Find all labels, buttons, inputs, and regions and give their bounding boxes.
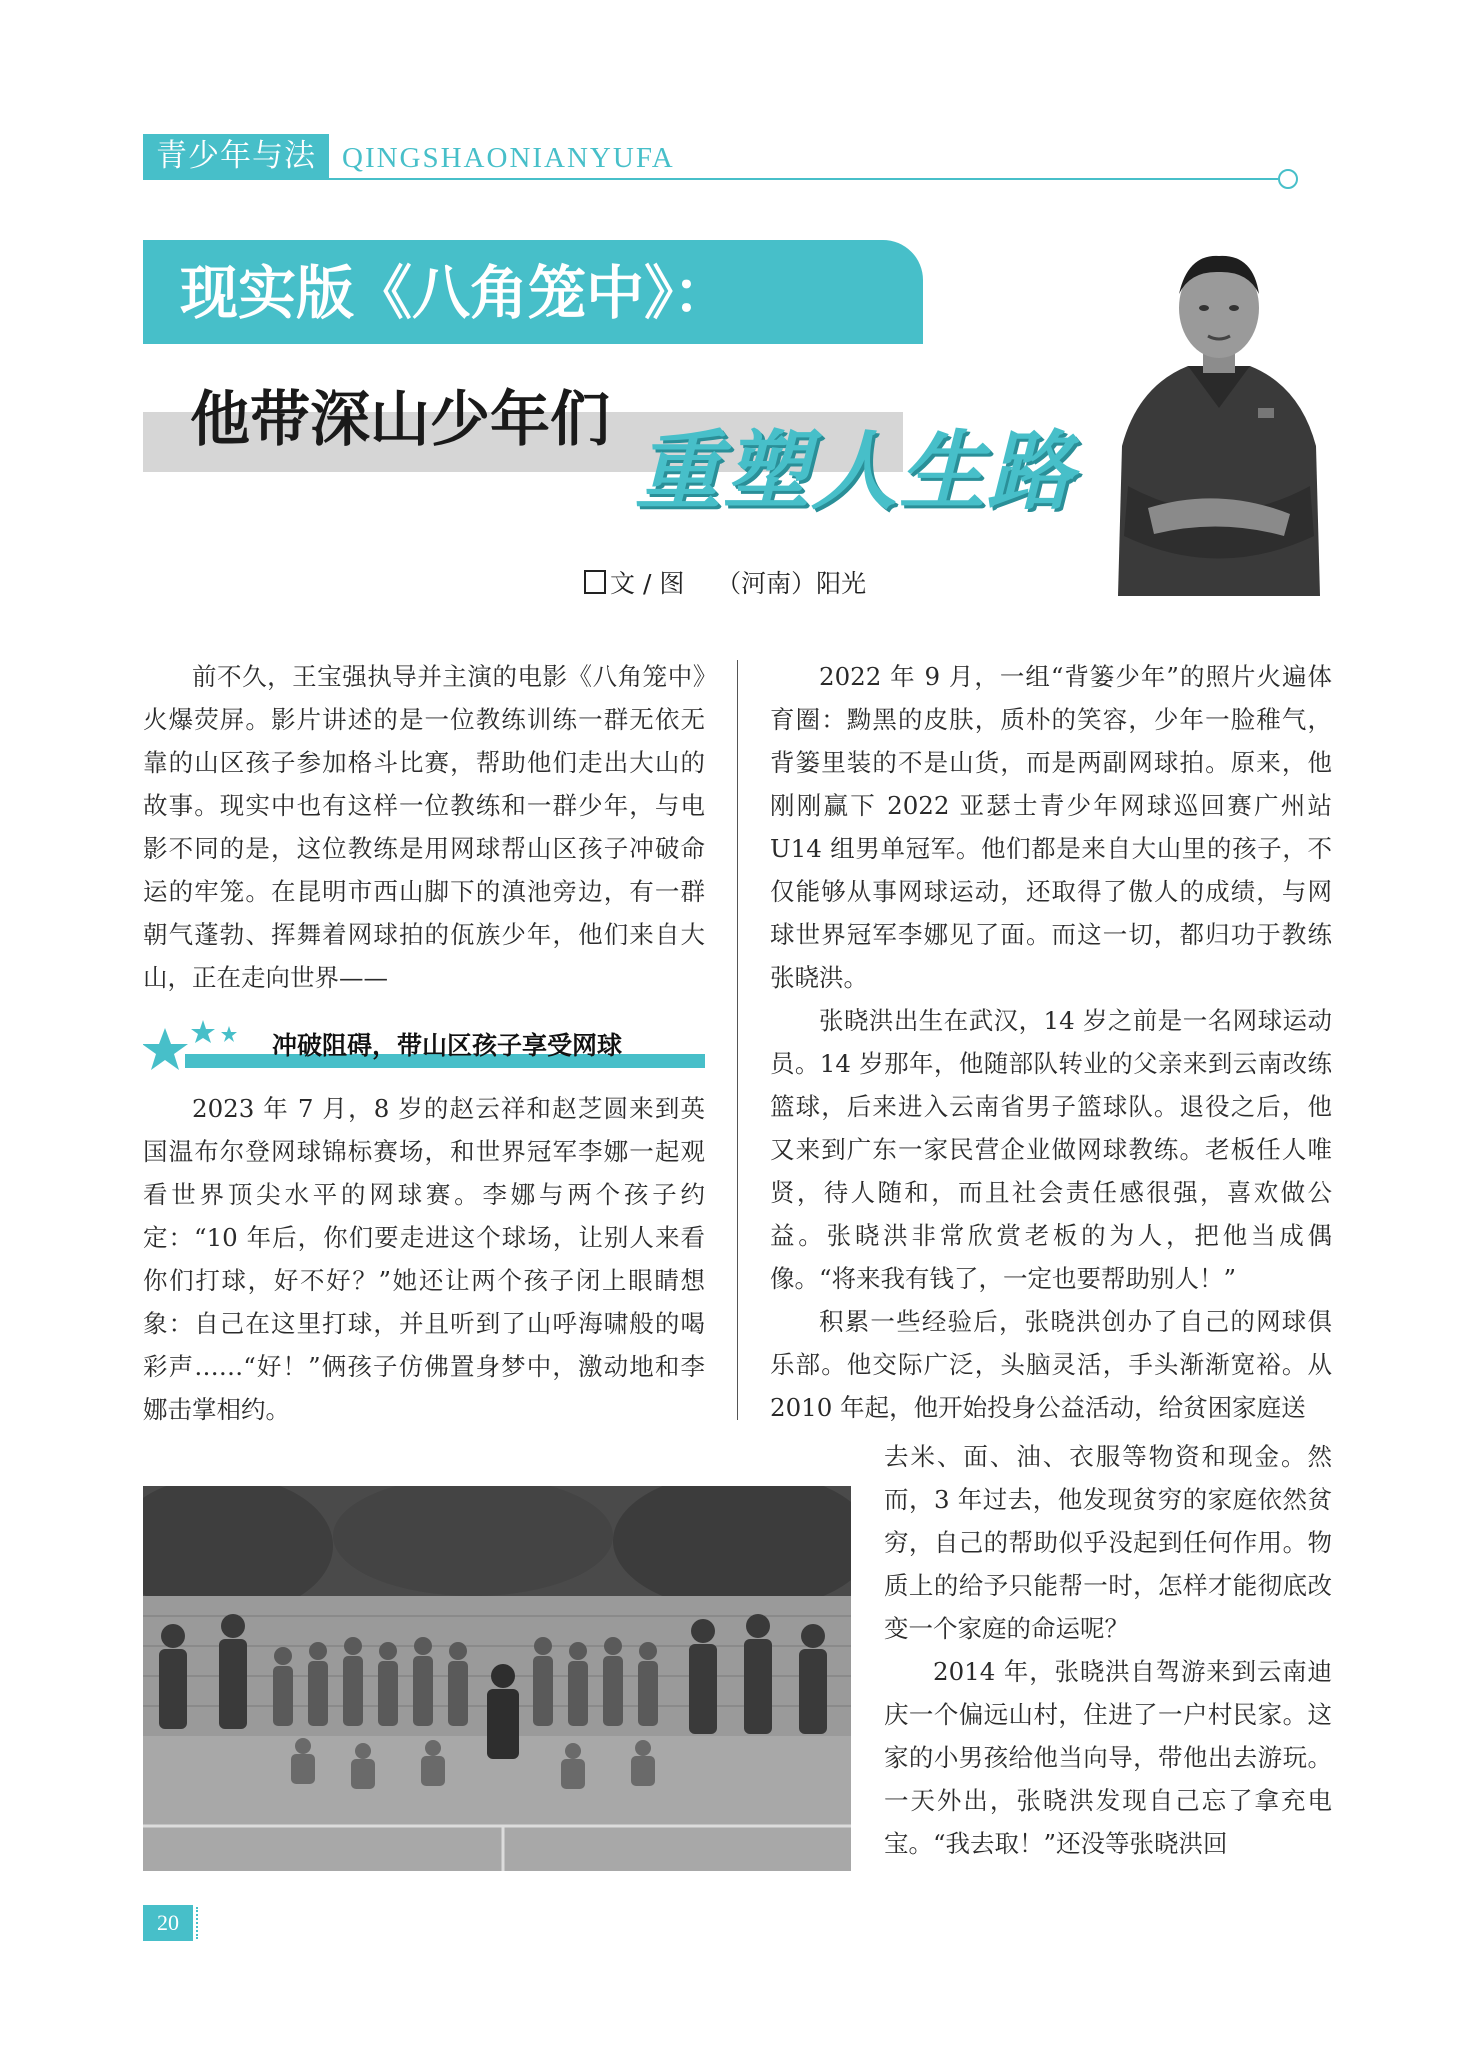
- section-pinyin: QINGSHAONIANYUFA: [342, 142, 675, 174]
- adult-figure: [219, 1614, 247, 1729]
- child-figure: [273, 1647, 293, 1726]
- paragraph: 积累一些经验后，张晓洪创办了自己的网球俱乐部。他交际广泛，头脑灵活，手头渐渐宽裕。从 2010 年起，他开始投身公益活动，给贫困家庭送: [770, 1307, 1332, 1422]
- child-figure: [568, 1642, 588, 1726]
- star-icon: [191, 1020, 215, 1043]
- title-main: 现实版《八角笼中》：: [180, 259, 732, 327]
- adult-figure: [689, 1619, 717, 1734]
- paragraph: 2023 年 7 月，8 岁的赵云祥和赵芝圆来到英国温布尔登网球锦标赛场，和世界冠军李娜一起观看世界顶尖水平的网球赛。李娜与两个孩子约定：“10 年后，你们要走进这个球场，让别人来看你们打球，好不好？”她还让两个孩子闭上眼睛想象：自己在这里打球，并且听到了山呼海啸般的喝彩声……“好！”俩孩子仿佛置身梦中，激动地和李娜击掌相约。: [143, 1094, 705, 1424]
- paragraph: 2014 年，张晓洪自驾游来到云南迪庆一个偏远山村，住进了一户村民家。这家的小男孩给他当向导，带他出去游玩。一天外出，张晓洪发现自己忘了拿充电宝。“我去取！”还没等张晓洪回: [884, 1657, 1332, 1858]
- child-figure: [638, 1642, 658, 1726]
- group-photo: [143, 1486, 851, 1871]
- coach-portrait: [1108, 236, 1330, 596]
- child-figure: [533, 1637, 553, 1726]
- column-divider: [737, 660, 738, 1420]
- byline-box-icon: [584, 570, 606, 594]
- page-number: 20: [143, 1905, 193, 1941]
- star-icon: [143, 1028, 188, 1070]
- child-figure: [413, 1637, 433, 1726]
- header-rule: [143, 178, 1278, 180]
- child-figure: [603, 1637, 623, 1726]
- body-left-column-2: [143, 1087, 705, 1431]
- adult-figure: [799, 1624, 827, 1734]
- section-tag: 青少年与法: [143, 134, 329, 178]
- body-left-column: [143, 655, 705, 999]
- paragraph-continued: 去米、面、油、衣服等物资和现金。然而，3 年过去，他发现贫穷的家庭依然贫穷，自己的帮助似乎没起到任何作用。物质上的给予只能帮一时，怎样才能彻底改变一个家庭的命运呢？: [884, 1442, 1332, 1643]
- coach-figure: [487, 1664, 519, 1759]
- adult-figure: [159, 1624, 187, 1729]
- paragraph: 前不久，王宝强执导并主演的电影《八角笼中》火爆荧屏。影片讲述的是一位教练训练一群无依无靠的山区孩子参加格斗比赛，帮助他们走出大山的故事。现实中也有这样一位教练和一群少年，与电影不同的是，这位教练是用网球帮山区孩子冲破命运的牢笼。在昆明市西山脚下的滇池旁边，有一群朝气蓬勃、挥舞着网球拍的佤族少年，他们来自大山，正在走向世界——: [143, 662, 705, 992]
- title-highlight: 重塑人生路: [635, 422, 1075, 522]
- star-icon: [221, 1026, 237, 1042]
- paragraph: 张晓洪出生在武汉，14 岁之前是一名网球运动员。14 岁那年，他随部队转业的父亲来到云南改练篮球，后来进入云南省男子篮球队。退役之后，他又来到广东一家民营企业做网球教练。老板任人唯贤，待人随和，而且社会责任感很强，喜欢做公益。张晓洪非常欣赏老板的为人，把他当成偶像。“将来我有钱了，一定也要帮助别人！”: [770, 1006, 1332, 1293]
- byline-label: 文 / 图: [610, 569, 685, 598]
- byline: [584, 564, 866, 600]
- byline-author: （河南）阳光: [716, 569, 867, 598]
- paragraph: 2022 年 9 月，一组“背篓少年”的照片火遍体育圈：黝黑的皮肤，质朴的笑容，少年一脸稚气，背篓里装的不是山货，而是两副网球拍。原来，他刚刚赢下 2022 亚瑟士青少年网球巡回赛广州站 U14 组男单冠军。他们都是来自大山里的孩子，不仅能够从事网球运动，还取得了傲人的成绩，与网球世界冠军李娜见了面。而这一切，都归功于教练张晓洪。: [770, 662, 1332, 992]
- child-figure: [343, 1637, 363, 1726]
- adult-figure: [744, 1614, 772, 1734]
- child-figure: [448, 1642, 468, 1726]
- body-right-column-2: [884, 1435, 1332, 1865]
- child-figure: [378, 1642, 398, 1726]
- body-right-column: [770, 655, 1332, 1429]
- title-sub: 他带深山少年们: [190, 385, 610, 455]
- subheading: 冲破阻碍，带山区孩子享受网球: [272, 1031, 623, 1060]
- page-number-dots: [196, 1907, 200, 1939]
- header-circle-ornament: [1278, 169, 1298, 189]
- child-figure: [308, 1642, 328, 1726]
